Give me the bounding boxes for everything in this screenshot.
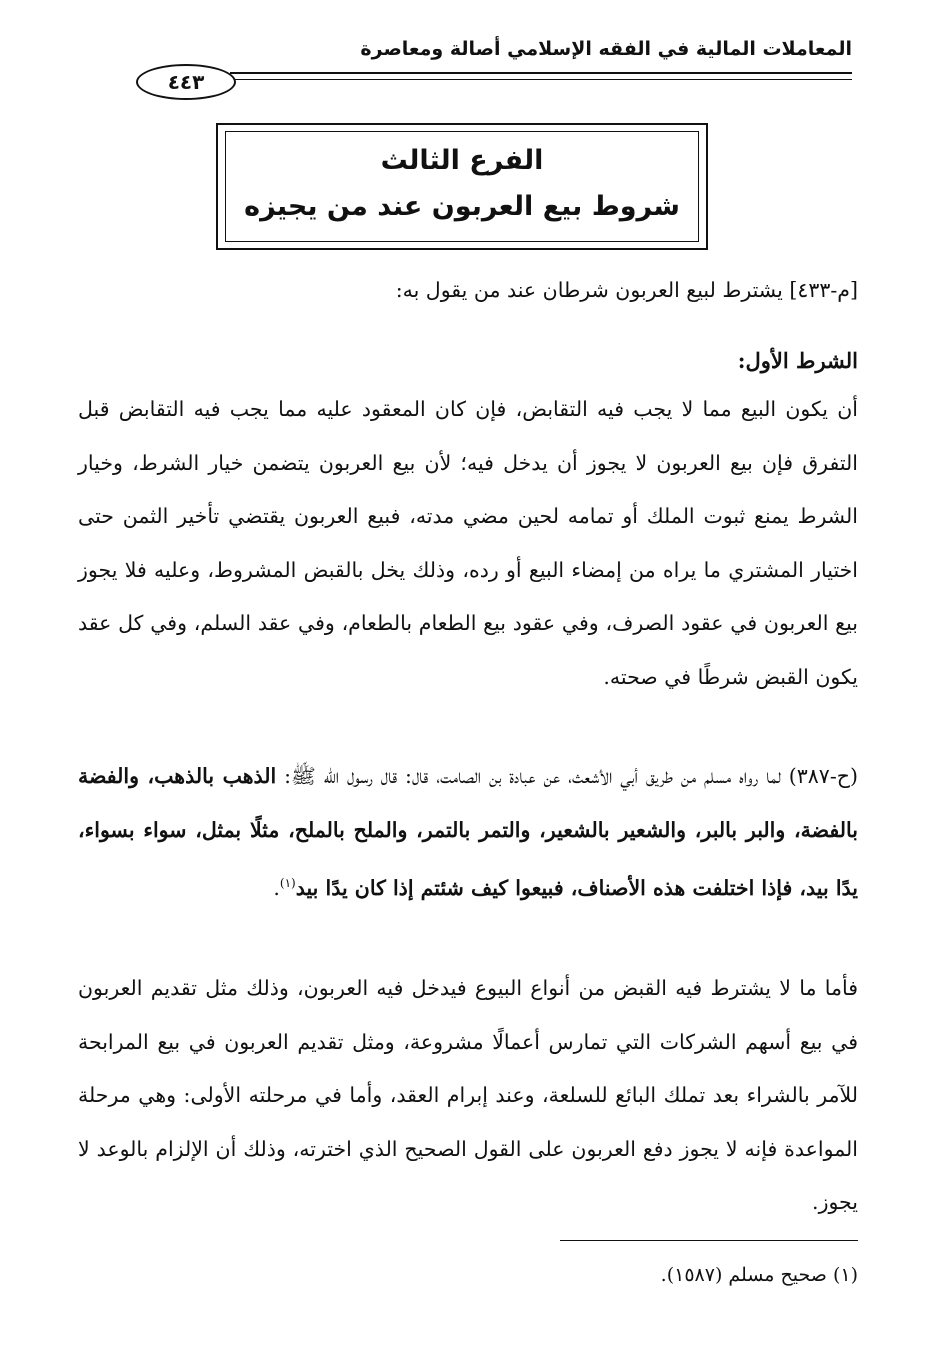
footnote-1 <box>661 1260 858 1290</box>
section-title-line-1: الفرع الثالث <box>380 145 544 176</box>
page-number: ٤٤٣ <box>136 64 236 100</box>
header-rule-thin <box>230 79 852 80</box>
hadith-intro: (ح-٣٨٧) لما رواه مسلم من طريق أبي الأشعث، عن عبادة بن الصامت، قال: قال رسول الله ﷺ: <box>276 764 858 788</box>
footnote-marker: (١) <box>279 876 296 890</box>
header-rule <box>230 72 852 74</box>
section-title-line-2: شروط بيع العربون عند من يجيزه <box>244 191 680 222</box>
intro-paragraph: [م-٤٣٣] يشترط لبيع العربون شرطان عند من يقول به: <box>395 278 858 302</box>
footnote-separator <box>560 1240 858 1241</box>
hadith-text: الذهب بالذهب، والفضة بالفضة، والبر بالبر، والشعير بالشعير، والتمر بالتمر، والملح بالملح، مثلًا بمثل، سواء بسواء، يدًا بيد، فإذا اختلفت هذه الأصناف، فبيعوا كيف شئتم إذا كان يدًا بيد <box>78 764 858 900</box>
running-head-title: المعاملات المالية في الفقه الإسلامي أصالة ومعاصرة <box>360 38 852 60</box>
second-paragraph: فأما ما لا يشترط فيه القبض من أنواع البيوع فيدخل فيه العربون، وذلك مثل تقديم العربون في بيع أسهم الشركات التي تمارس أعمالًا مشروعة، ومثل تقديم العربون في بيع المرابحة للآمر بالشراء بعد تملك البائع للسلعة، وعند إبرام العقد، وأما في مرحلته الأولى: وهي مرحلة المواعدة فإنه لا يجوز دفع العربون على القول الصحيح الذي اخترته، وذلك أن الإلزام بالوعد لا يجوز. <box>78 976 858 1214</box>
section-title-frame <box>216 123 708 250</box>
condition-paragraph: أن يكون البيع مما لا يجب فيه التقابض، فإن كان المعقود عليه مما يجب فيه التقابض قبل التفرق فإن بيع العربون لا يجوز أن يدخل فيه؛ لأن بيع العربون يتضمن خيار الشرط، وخيار الشرط يمنع ثبوت الملك أو تمامه لحين مضي مدته، فبيع العربون يقتضي تأخير الثمن حتى اختيار المشتري ما يراه من إمضاء البيع أو رده، وذلك يخل بالقبض المشروط، وعليه فلا يجوز بيع العربون في عقود الصرف، وفي عقود بيع الطعام بالطعام، وفي عقد السلم، وفي كل عقد يكون القبض شرطًا في صحته. <box>78 397 858 689</box>
first-condition-heading: الشرط الأول: <box>737 348 858 373</box>
hadith-end: . <box>273 875 280 900</box>
hadith-paragraph <box>78 750 858 915</box>
footnote-1-marker: (١) <box>832 1264 858 1286</box>
footnote-1-text: صحيح مسلم (١٥٨٧). <box>660 1264 827 1286</box>
